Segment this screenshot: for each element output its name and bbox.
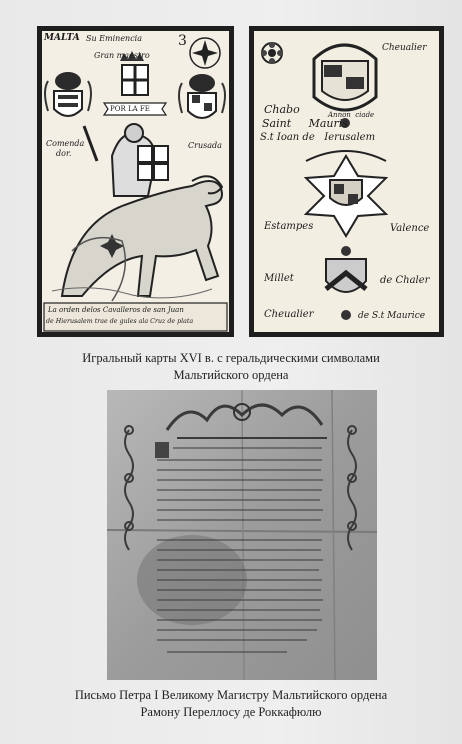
compass-rose-icon [190, 38, 220, 68]
letter-photograph [107, 390, 377, 680]
right-label: Crusada [188, 141, 222, 150]
estampes-label: Estampes [264, 221, 314, 232]
figure-caption-letter [30, 687, 432, 721]
chabo-label: Chabo [264, 103, 300, 116]
caption-letter-line-2: Рамону Переллосу де Роккафюлю [140, 705, 322, 719]
playing-card-chevaliers [249, 26, 444, 337]
de-st-maurice-label: de S.t Maurice [358, 311, 426, 321]
caption-cards-line-1: Игральный карты XVI в. с геральдическими символами [82, 351, 380, 365]
chevalier-top: Cheualier [382, 43, 427, 53]
saint-mauris-label: Saint Mauris [262, 117, 348, 130]
caption-cards-line-2: Мальтийского ордена [173, 368, 289, 382]
left-label: Comenda [46, 139, 85, 148]
chevalier-bottom: Cheualier [264, 309, 314, 320]
valence-label: Valence [390, 223, 430, 234]
letter-illustration [107, 390, 377, 680]
caption-letter-line-1: Письмо Петра I Великому Магистру Мальтийского ордена [74, 688, 388, 702]
st-ioan-label: S.t Ioan de Ierusalem [260, 132, 376, 143]
grand-master-label: Gran maestro [94, 51, 150, 60]
rose-icon [261, 42, 283, 64]
card-subtitle: Su Eminencia [86, 34, 143, 43]
millet-label: Millet [264, 273, 294, 284]
card-title: MALTA [44, 33, 80, 43]
left-label-2: dor. [56, 149, 72, 158]
card-caption-line-1: La orden delos Cavalleros de san Juan [48, 306, 184, 314]
de-chaler-label: de Chaler [380, 275, 430, 286]
card-caption-line-2: de Hierusalem trae de gules ala Cruz de plata [46, 318, 194, 325]
card-malta-illustration [42, 31, 229, 332]
card-number: 3 [178, 33, 187, 49]
card-chevaliers-illustration [254, 31, 439, 332]
motto-ribbon: POR LA FE [110, 105, 150, 113]
figure-caption-cards [30, 350, 432, 384]
annonciade-label: Annon ciade [328, 111, 375, 119]
playing-card-malta [37, 26, 234, 337]
